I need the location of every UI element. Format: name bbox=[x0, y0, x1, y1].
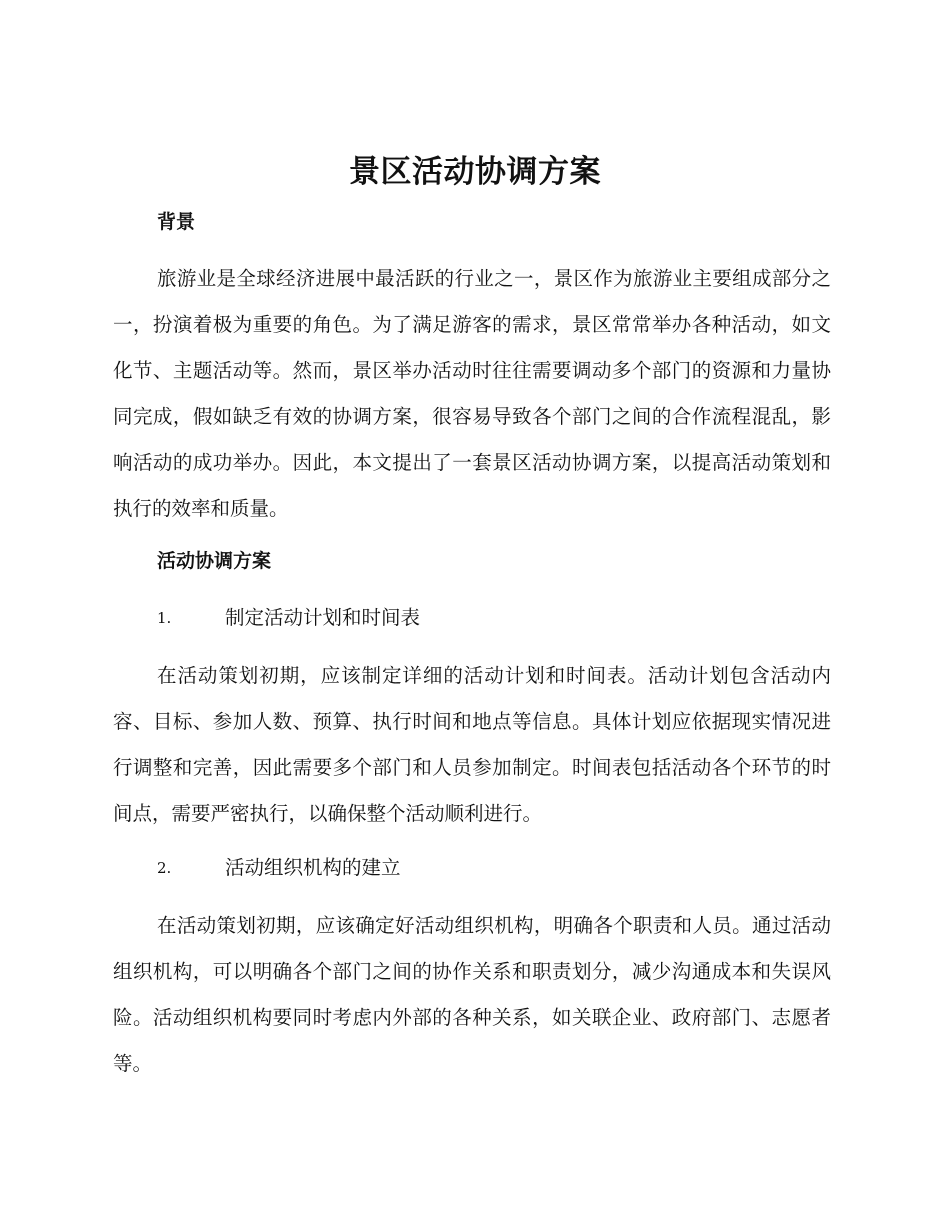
plan-item-1-paragraph: 在活动策划初期，应该制定详细的活动计划和时间表。活动计划包含活动内容、目标、参加人数、预算、执行时间和地点等信息。具体计划应依据现实情况进行调整和完善，因此需要多个部门和人员参加制定。时间表包括活动各个环节的时间点，需要严密执行，以确保整个活动顺利进行。 bbox=[113, 664, 831, 825]
list-number: 2. bbox=[157, 859, 172, 877]
list-item-title: 制定活动计划和时间表 bbox=[225, 606, 421, 629]
section-heading-background: 背景 bbox=[157, 211, 196, 233]
plan-item-2-paragraph: 在活动策划初期，应该确定好活动组织机构，明确各个职责和人员。通过活动组织机构，可以明确各个部门之间的协作关系和职责划分，减少沟通成本和失误风险。活动组织机构要同时考虑内外部的各种关系，如关联企业、政府部门、志愿者等。 bbox=[113, 914, 831, 1075]
document-title: 景区活动协调方案 bbox=[349, 154, 601, 190]
list-number: 1. bbox=[157, 609, 172, 627]
section-heading-plan: 活动协调方案 bbox=[157, 550, 272, 572]
background-paragraph: 旅游业是全球经济进展中最活跃的行业之一，景区作为旅游业主要组成部分之一，扮演着极为重要的角色。为了满足游客的需求，景区常常举办各种活动，如文化节、主题活动等。然而，景区举办活动时往往需要调动多个部门的资源和力量协同完成，假如缺乏有效的协调方案，很容易导致各个部门之间的合作流程混乱，影响活动的成功举办。因此，本文提出了一套景区活动协调方案，以提高活动策划和执行的效率和质量。 bbox=[113, 267, 831, 520]
list-item-title: 活动组织机构的建立 bbox=[225, 856, 401, 879]
